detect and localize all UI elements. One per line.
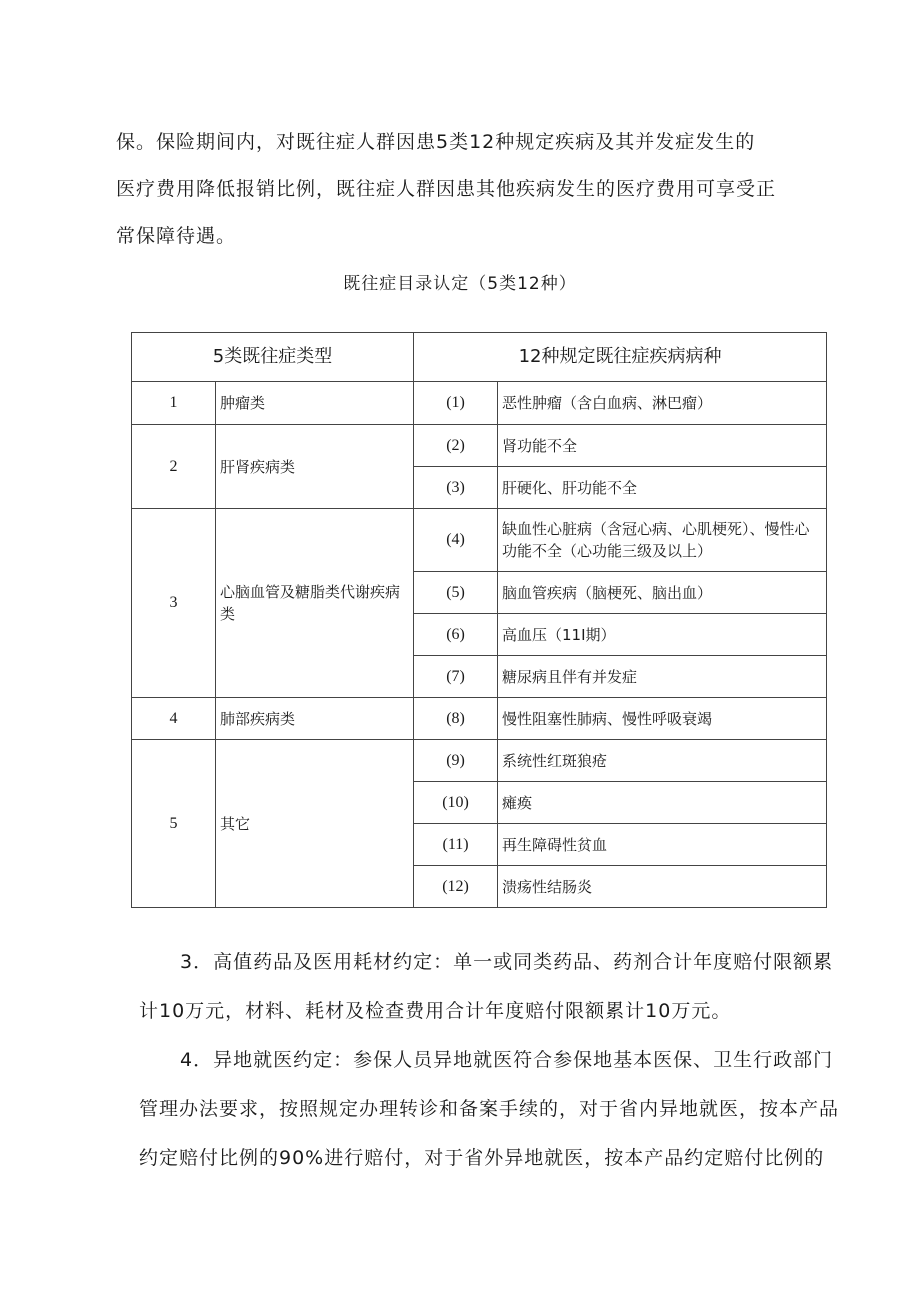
text-line: 管理办法要求，按照规定办理转诊和备案手续的，对于省内异地就医，按本产品 (139, 1098, 840, 1120)
disease-code: (4) (414, 509, 498, 572)
text-line: 计10万元，材料、耗材及检查费用合计年度赔付限额累计10万元。 (139, 1000, 732, 1022)
disease-name: 恶性肿瘤（含白血病、淋巴瘤） (498, 382, 827, 425)
category-number: 2 (132, 425, 216, 509)
table-row (132, 382, 827, 425)
disease-code: (12) (414, 866, 498, 908)
text-line: 约定赔付比例的90%进行赔付，对于省外异地就医，按本产品约定赔付比例的 (139, 1147, 825, 1169)
disease-name: 肾功能不全 (498, 425, 827, 467)
disease-code: (3) (414, 467, 498, 509)
disease-code: (11) (414, 824, 498, 866)
disease-name: 高血压（11I期） (498, 614, 827, 656)
table-row (132, 740, 827, 782)
disease-code: (8) (414, 698, 498, 740)
preexisting-condition-table (131, 332, 827, 908)
header-categories: 5类既往症类型 (132, 333, 414, 382)
table-row (132, 698, 827, 740)
disease-name: 溃疡性结肠炎 (498, 866, 827, 908)
category-name: 肺部疾病类 (216, 698, 414, 740)
table-caption: 既往症目录认定（5类12种） (343, 274, 577, 294)
disease-name: 缺血性心脏病（含冠心病、心肌梗死）、慢性心功能不全（心功能三级及以上） (498, 509, 827, 572)
category-name: 心脑血管及糖脂类代谢疾病类 (216, 509, 414, 698)
disease-name: 再生障碍性贫血 (498, 824, 827, 866)
disease-name: 慢性阻塞性肺病、慢性呼吸衰竭 (498, 698, 827, 740)
table-header-row (132, 333, 827, 382)
table-row (132, 425, 827, 467)
disease-code: (7) (414, 656, 498, 698)
disease-code: (6) (414, 614, 498, 656)
disease-name: 系统性红斑狼疮 (498, 740, 827, 782)
category-number: 3 (132, 509, 216, 698)
category-number: 5 (132, 740, 216, 908)
disease-name: 脑血管疾病（脑梗死、脑出血） (498, 572, 827, 614)
disease-code: (2) (414, 425, 498, 467)
header-diseases: 12种规定既往症疾病病种 (414, 333, 827, 382)
category-name: 其它 (216, 740, 414, 908)
disease-code: (1) (414, 382, 498, 425)
text-line: 3．高值药品及医用耗材约定：单一或同类药品、药剂合计年度赔付限额累 (180, 951, 834, 973)
category-number: 4 (132, 698, 216, 740)
category-name: 肿瘤类 (216, 382, 414, 425)
text-line: 4．异地就医约定：参保人员异地就医符合参保地基本医保、卫生行政部门 (180, 1049, 834, 1071)
disease-code: (5) (414, 572, 498, 614)
disease-name: 肝硬化、肝功能不全 (498, 467, 827, 509)
text-line: 医疗费用降低报销比例，既往症人群因患其他疾病发生的医疗费用可享受正 (116, 178, 777, 200)
disease-name: 瘫痪 (498, 782, 827, 824)
disease-name: 糖尿病且伴有并发症 (498, 656, 827, 698)
table-row (132, 509, 827, 572)
category-name: 肝肾疾病类 (216, 425, 414, 509)
disease-code: (9) (414, 740, 498, 782)
disease-code: (10) (414, 782, 498, 824)
text-line: 保。保险期间内，对既往症人群因患5类12种规定疾病及其并发症发生的 (116, 131, 756, 153)
category-number: 1 (132, 382, 216, 425)
text-line: 常保障待遇。 (116, 225, 237, 247)
